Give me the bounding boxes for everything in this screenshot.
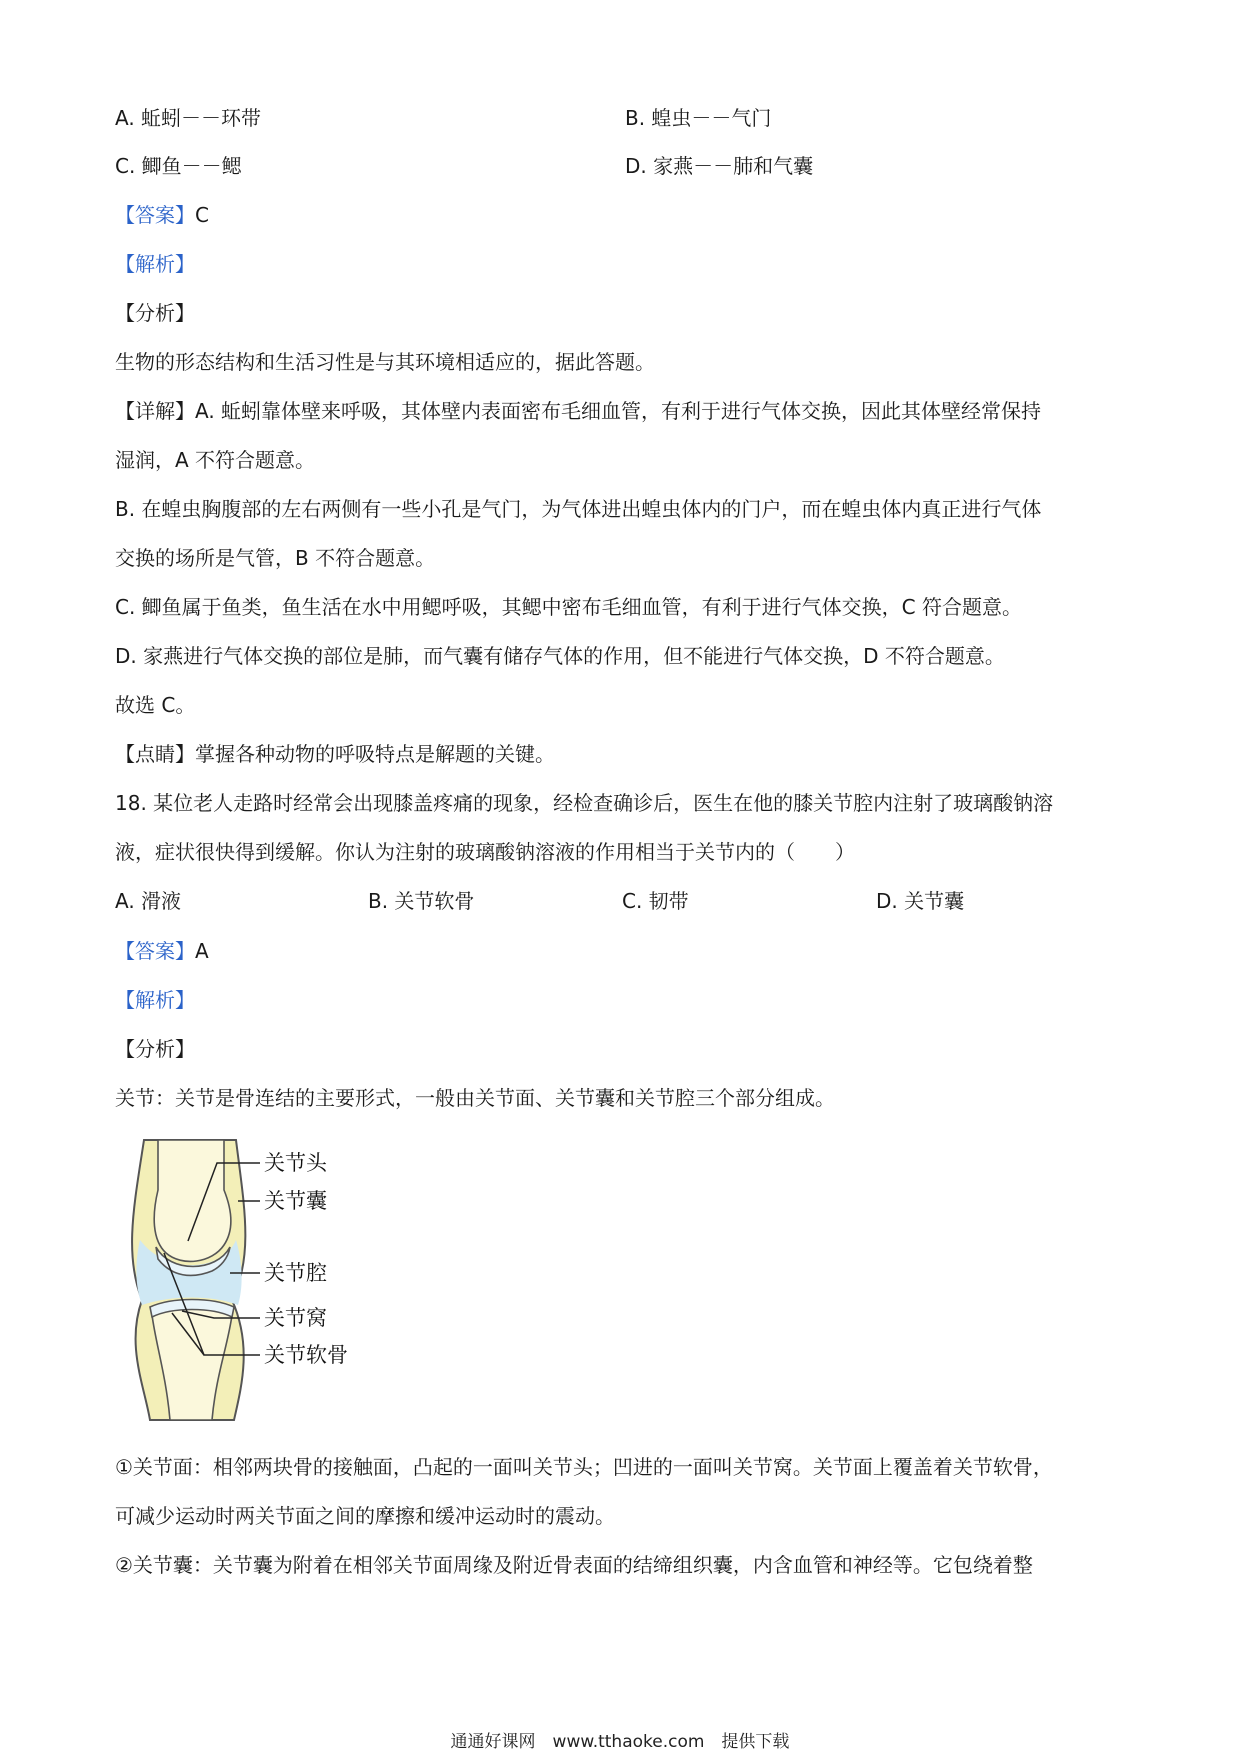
diagram-label-head: 关节头	[264, 1151, 327, 1175]
answer-label: 【答案】	[115, 939, 195, 963]
q17-detail-line1: 【详解】A. 蚯蚓靠体壁来呼吸，其体壁内表面密布毛细血管，有利于进行气体交换，因此其体壁经常保持	[115, 399, 1042, 423]
diagram-label-capsule: 关节囊	[264, 1189, 327, 1213]
q18-answer	[115, 936, 209, 966]
q17-option-a: A. 蚯蚓－－环带	[115, 106, 262, 130]
q17-dianjing: 【点睛】掌握各种动物的呼吸特点是解题的关键。	[115, 742, 555, 766]
q18-fenxi-label: 【分析】	[115, 1037, 195, 1061]
page-footer: 通通好课网 www.tthaoke.com 提供下载	[450, 1732, 790, 1752]
q18-p2-line1: ②关节囊：关节囊为附着在相邻关节面周缘及附近骨表面的结缔组织囊，内含血管和神经等。它包绕着整	[115, 1553, 1033, 1577]
q18-option-d: D. 关节囊	[876, 889, 965, 913]
diagram-label-socket: 关节窝	[264, 1306, 327, 1330]
q18-option-b: B. 关节软骨	[368, 889, 475, 913]
diagram-label-cartilage: 关节软骨	[264, 1343, 348, 1367]
q17-option-d: D. 家燕－－肺和气囊	[625, 154, 814, 178]
q17-b-line1: B. 在蝗虫胸腹部的左右两侧有一些小孔是气门，为气体进出蝗虫体内的门户，而在蝗虫体内真正进行气体	[115, 497, 1042, 521]
q17-analysis-label: 【解析】	[115, 252, 195, 276]
q18-stem-line2: 液，症状很快得到缓解。你认为注射的玻璃酸钠溶液的作用相当于关节内的（ ）	[115, 840, 855, 864]
q18-option-a: A. 滑液	[115, 889, 182, 913]
q18-stem-line1: 18. 某位老人走路时经常会出现膝盖疼痛的现象，经检查确诊后，医生在他的膝关节腔内注射了玻璃酸钠溶	[115, 791, 1054, 815]
q18-p1-line1: ①关节面：相邻两块骨的接触面，凸起的一面叫关节头；凹进的一面叫关节窝。关节面上覆盖着关节软骨，	[115, 1455, 1053, 1479]
q18-analysis-label: 【解析】	[115, 988, 195, 1012]
answer-value: A	[195, 939, 209, 963]
q17-c-line: C. 鲫鱼属于鱼类，鱼生活在水中用鳃呼吸，其鳃中密布毛细血管，有利于进行气体交换，C 符合题意。	[115, 595, 1023, 619]
q18-p1-line2: 可减少运动时两关节面之间的摩擦和缓冲运动时的震动。	[115, 1504, 615, 1528]
q17-option-c: C. 鲫鱼－－鳃	[115, 154, 242, 178]
q17-b-line2: 交换的场所是气管，B 不符合题意。	[115, 546, 436, 570]
q18-fenxi-text: 关节：关节是骨连结的主要形式，一般由关节面、关节囊和关节腔三个部分组成。	[115, 1086, 835, 1110]
upper-bone-shape	[154, 1140, 231, 1261]
q18-option-c: C. 韧带	[622, 889, 689, 913]
joint-diagram	[112, 1135, 412, 1425]
q17-answer	[115, 200, 209, 230]
q17-detail-line2: 湿润，A 不符合题意。	[115, 448, 316, 472]
q17-fenxi-text: 生物的形态结构和生活习性是与其环境相适应的，据此答题。	[115, 350, 655, 374]
answer-label: 【答案】	[115, 203, 195, 227]
q17-fenxi-label: 【分析】	[115, 301, 195, 325]
q17-d-line: D. 家燕进行气体交换的部位是肺，而气囊有储存气体的作用，但不能进行气体交换，D 不符合题意。	[115, 644, 1005, 668]
diagram-label-cavity: 关节腔	[264, 1261, 327, 1285]
answer-value: C	[195, 203, 209, 227]
q17-conclusion: 故选 C。	[115, 693, 196, 717]
q17-option-b: B. 蝗虫－－气门	[625, 106, 772, 130]
